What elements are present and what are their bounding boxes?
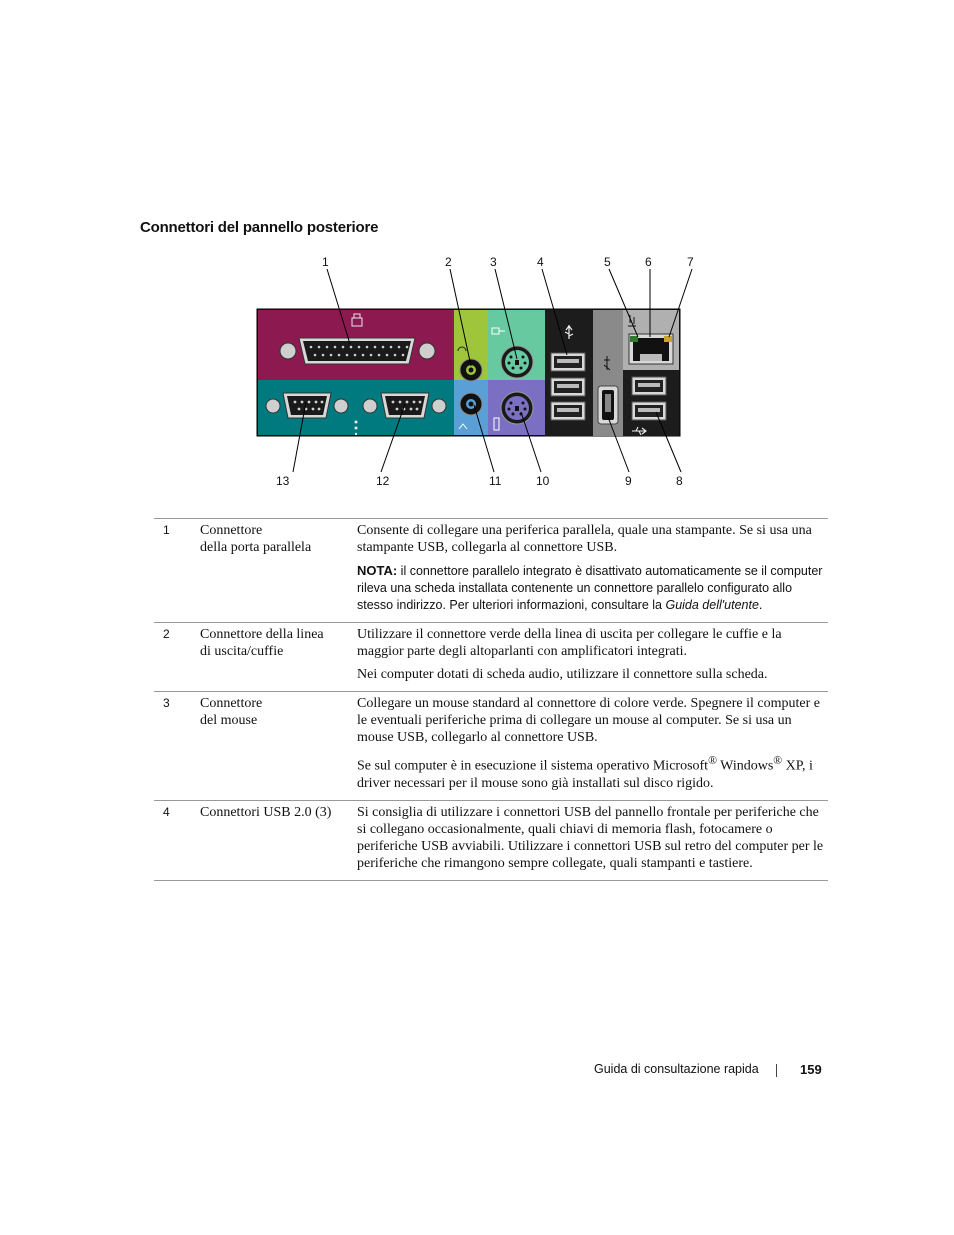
usb-port-4 [632, 377, 666, 395]
network-port [629, 334, 673, 364]
table-row [154, 692, 828, 801]
page-number: 159 [800, 1062, 822, 1077]
callout-4: 4 [537, 255, 544, 269]
callout-2: 2 [445, 255, 452, 269]
callout-6: 6 [645, 255, 652, 269]
row-name: Connettori USB 2.0 (3) [200, 804, 332, 820]
callout-9: 9 [625, 474, 632, 488]
usb-port-3 [551, 402, 585, 420]
description-paragraph: Collegare un mouse standard al connettore di colore verde. Spegnere il computer e le eventuali periferiche prima di collegare un mouse al computer. Se si usa un mouse USB, collegarlo al connettore USB. [357, 696, 820, 745]
usb-port-2 [551, 378, 585, 396]
row-number: 1 [163, 523, 170, 537]
description-paragraph: Consente di collegare una periferica parallela, quale una stampante. Se si usa una stampante USB, collegarla al connettore USB. [357, 523, 812, 555]
description-paragraph: Nei computer dotati di scheda audio, utilizzare il connettore sulla scheda. [357, 667, 768, 682]
callout-5: 5 [604, 255, 611, 269]
callout-10: 10 [536, 474, 550, 488]
table-row [154, 519, 828, 623]
text-span: XP, i driver necessari per il mouse sono già installati sul disco rigido. [357, 758, 813, 791]
description-paragraph [357, 752, 824, 792]
row-description [357, 519, 828, 623]
text-span: Windows [716, 758, 774, 774]
note-paragraph [357, 562, 824, 614]
row-name: Connettore della linea di uscita/cuffie [200, 627, 324, 659]
rear-panel-illustration [255, 252, 695, 492]
registered-mark: ® [708, 754, 717, 767]
row-number: 3 [163, 696, 170, 710]
row-name: Connettore della porta parallela [200, 523, 312, 555]
note-end: . [758, 598, 763, 612]
connector-table [154, 518, 828, 881]
callout-3: 3 [490, 255, 497, 269]
row-number: 4 [163, 804, 170, 819]
row-description [357, 692, 828, 801]
text-span: Se sul computer è in esecuzione il sistema operativo Microsoft [357, 758, 709, 774]
footer-separator [776, 1064, 777, 1077]
callout-7: 7 [687, 255, 694, 269]
callout-12: 12 [376, 474, 390, 488]
callout-11: 11 [489, 474, 502, 488]
row-number: 2 [163, 627, 170, 641]
callout-1: 1 [322, 255, 329, 269]
callout-8: 8 [676, 474, 683, 488]
row-name: Connettore del mouse [200, 696, 263, 728]
rear-panel-figure [255, 252, 695, 492]
description-paragraph: Si consiglia di utilizzare i connettori USB del pannello frontale per periferiche che si collegano occasionalmente, quali chiavi di memoria flash, fotocamere o periferiche USB avviabili. Utilizzare i connettori USB sul retro del computer per le periferiche che rimangono sempre collegate, quali stampanti e tastiere. [357, 804, 824, 871]
row-description [357, 800, 828, 880]
section-heading: Connettori del pannello posteriore [140, 219, 379, 236]
footer-title: Guida di consultazione rapida [594, 1062, 759, 1076]
table-row [154, 623, 828, 692]
usb-port-5 [632, 402, 666, 420]
callout-13: 13 [276, 474, 290, 488]
note-label: NOTA: [357, 563, 398, 578]
table-row [154, 800, 828, 880]
row-description [357, 623, 828, 692]
note-italic: Guida dell'utente [665, 598, 759, 612]
note-text: il connettore parallelo integrato è disattivato automaticamente se il computer rileva una scheda installata contenente un connettore parallelo configurato allo stesso indirizzo. Per ulteriori informazioni, consultare la [357, 564, 823, 612]
description-paragraph: Utilizzare il connettore verde della linea di uscita per collegare le cuffie e la maggior parte degli altoparlanti con amplificatori integrati. [357, 627, 782, 659]
registered-mark: ® [773, 754, 783, 767]
usb-port-1 [551, 353, 585, 371]
